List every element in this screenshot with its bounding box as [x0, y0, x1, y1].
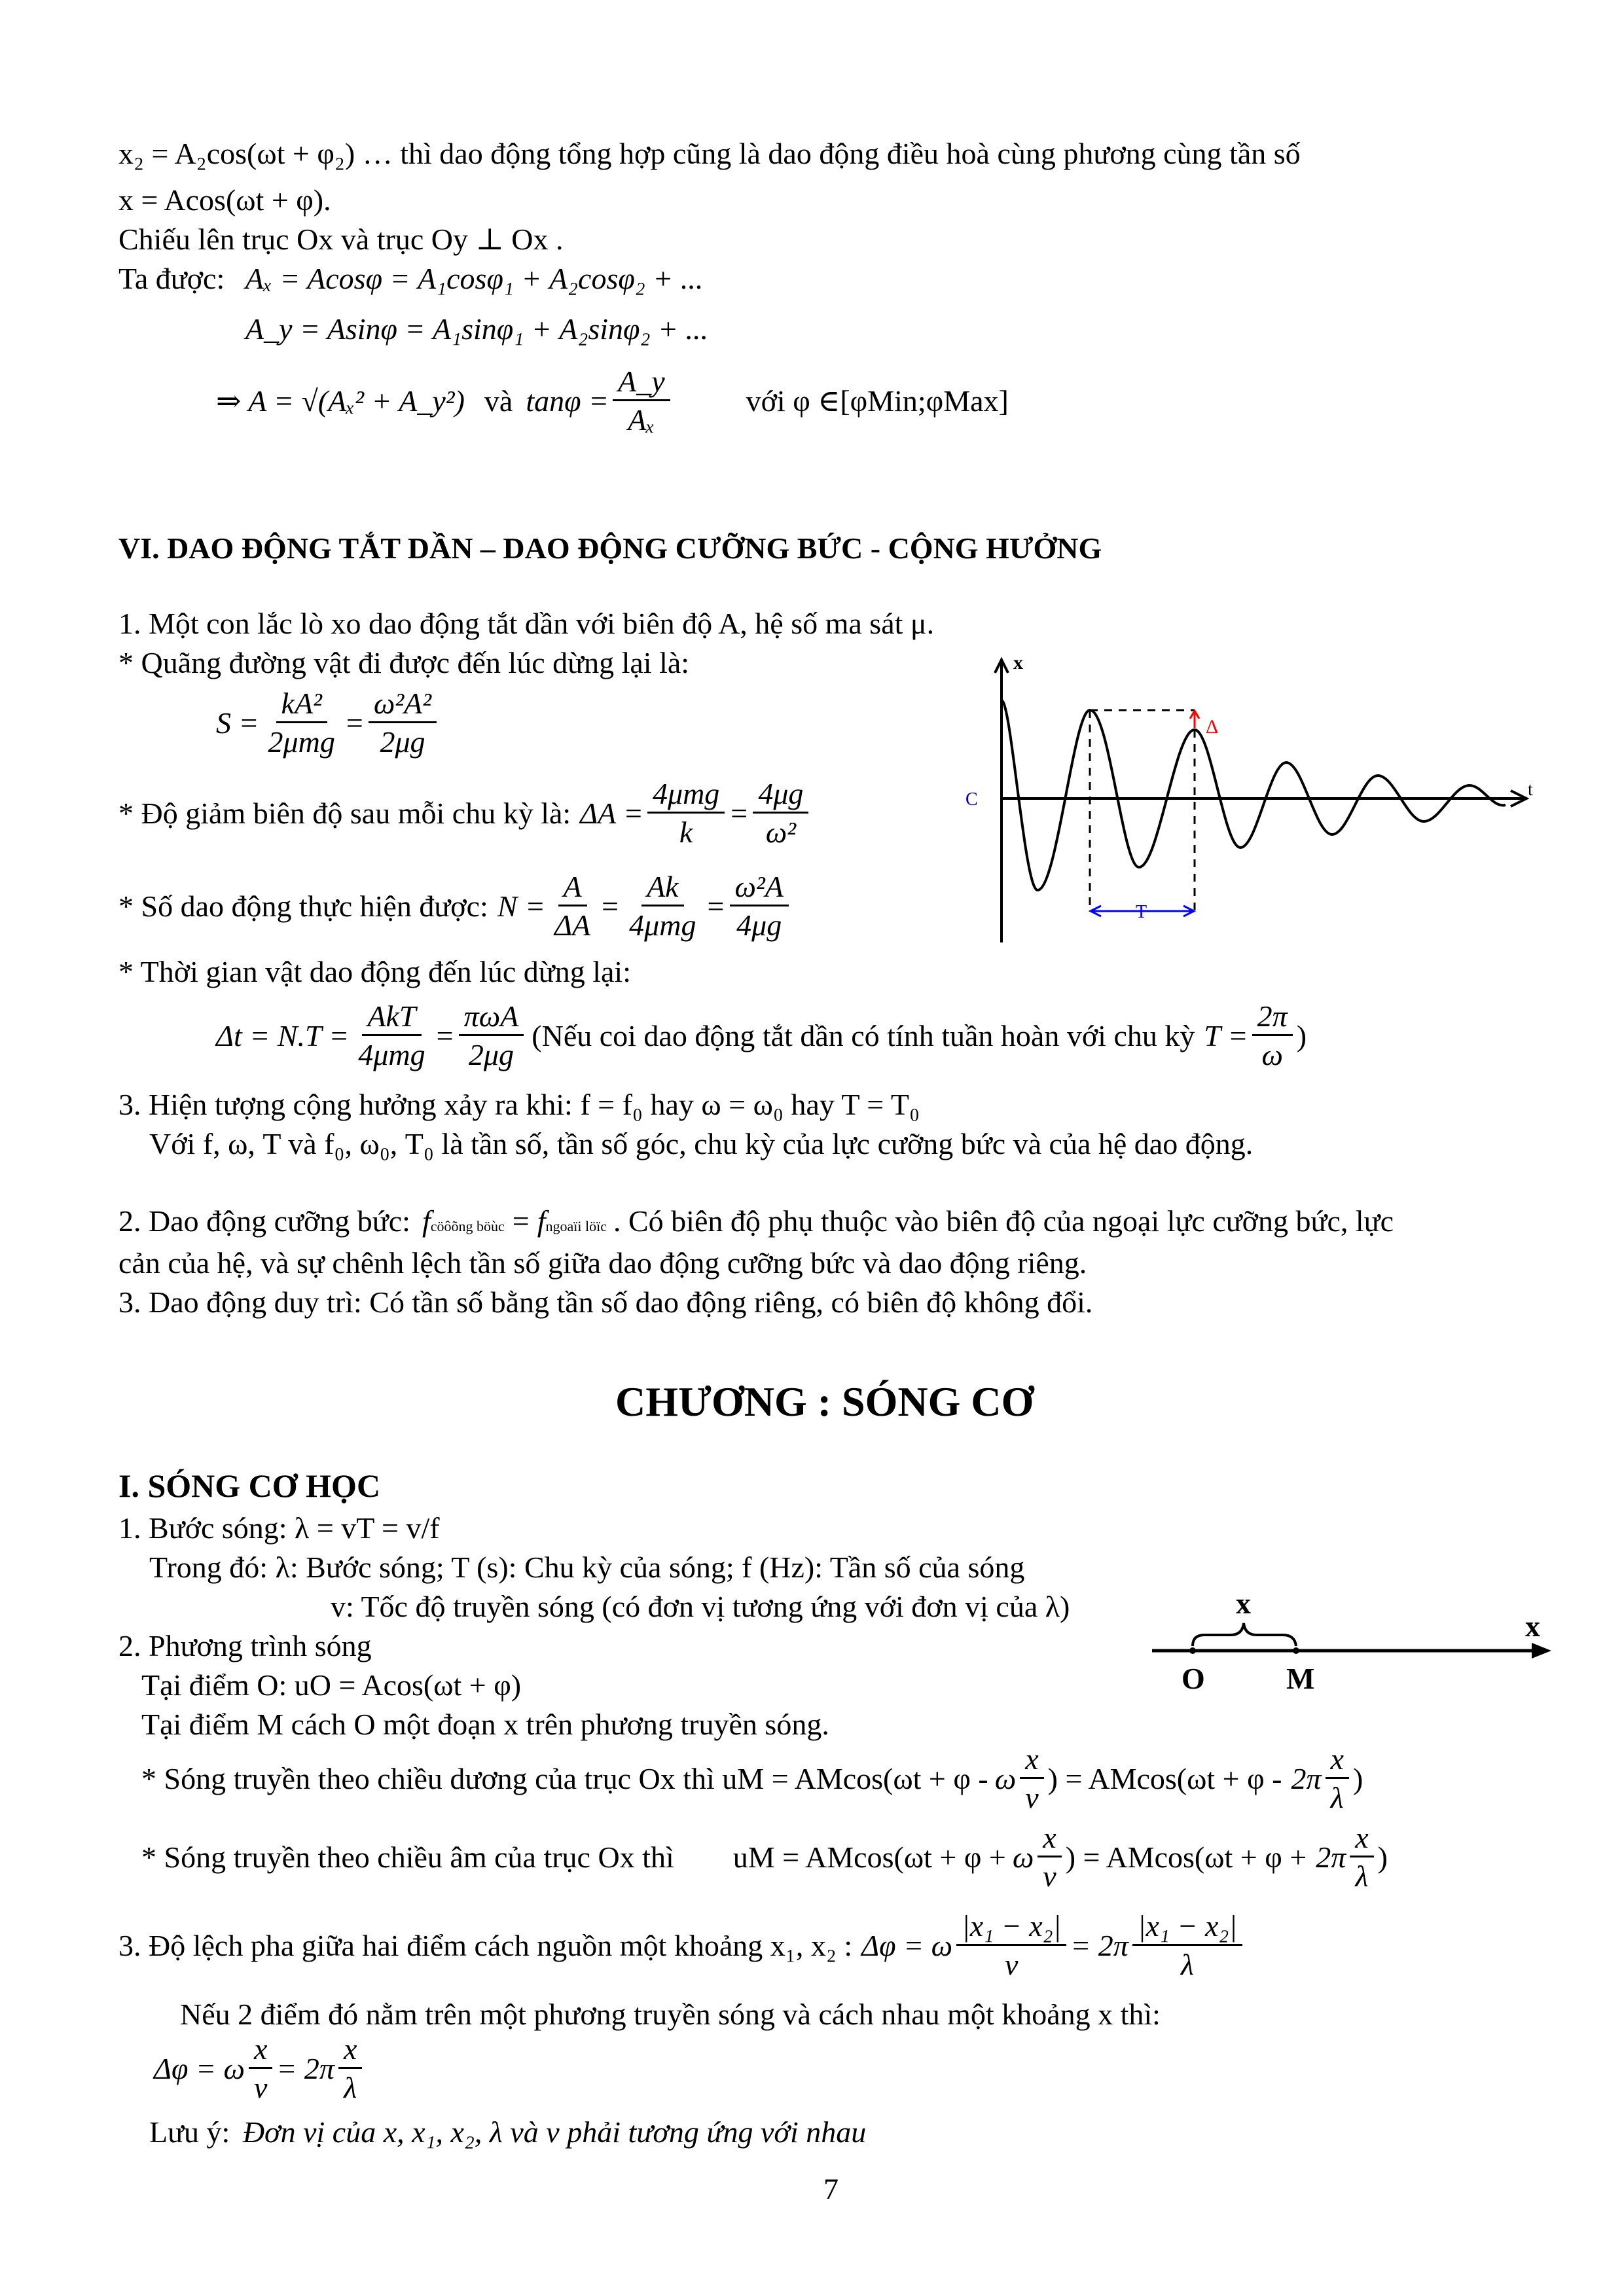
numerator: ω²A	[730, 872, 789, 906]
numerator: x	[338, 2034, 362, 2069]
paren: )	[1352, 1761, 1363, 1795]
point-label-o: O	[1182, 1662, 1205, 1695]
text-line: v: Tốc độ truyền sóng (có đơn vị tương ứng với đơn vị của λ)	[331, 1590, 1070, 1623]
note-line	[149, 2117, 866, 2147]
fraction	[956, 1911, 1066, 1980]
numerator: AkT	[362, 1001, 421, 1036]
formula-phase-difference-x	[154, 2034, 366, 2103]
wave-axis-diagram	[1152, 1584, 1558, 1702]
damped-curve	[1001, 700, 1506, 890]
denominator: 4μg	[736, 908, 782, 942]
distance-brace	[1193, 1623, 1296, 1646]
note-label: Lưu ý:	[149, 2115, 230, 2149]
formula-prefix: Δφ = ω	[154, 2051, 245, 2085]
denominator: ω²	[765, 816, 797, 849]
formula-stop-time	[216, 1001, 1307, 1070]
text: * Sóng truyền theo chiều âm của trục Ox thì	[141, 1840, 674, 1874]
numerator: |x₁ − x₂|	[1132, 1911, 1242, 1946]
text-line: Nếu 2 điểm đó nằm trên một phương truyền sóng và cách nhau một khoảng x thì:	[180, 1998, 1161, 2031]
equals: =	[434, 1018, 455, 1052]
formula-ay: A_y = Asinφ = A₁sinφ₁ + A₂sinφ₂ + ...	[245, 312, 709, 346]
text-line: 2. Phương trình sóng	[118, 1629, 372, 1662]
fraction	[263, 689, 340, 757]
fraction	[1326, 1744, 1349, 1813]
formula-prefix: T =	[1204, 1018, 1248, 1052]
formula-amplitude-decrease	[118, 779, 812, 848]
period-label: T	[1136, 902, 1147, 922]
subscript: ngoaïi löïc	[545, 1218, 607, 1234]
denominator: 2μg	[468, 1038, 514, 1071]
phi-range: với φ ∈[φMin;φMax]	[746, 384, 1009, 418]
numerator: A	[558, 872, 587, 906]
text: * Sóng truyền theo chiều dương của trục Ox thì uM = AMcos(ωt + φ -	[141, 1761, 988, 1795]
text-line: 3. Dao động duy trì: Có tần số bằng tần số dao động riêng, có biên độ không đổi.	[118, 1285, 1093, 1319]
symbol-f: f	[537, 1204, 546, 1238]
formula-positive-direction	[141, 1744, 1363, 1813]
text-line: x = Acos(ωt + φ).	[118, 183, 331, 217]
equals: =	[600, 889, 621, 923]
symbol: 2π	[1316, 1840, 1346, 1874]
formula-prefix: S =	[216, 706, 259, 740]
label: Ta được:	[118, 262, 225, 295]
numerator: x	[1020, 1744, 1043, 1779]
denominator: λ	[1355, 1859, 1369, 1893]
numerator: x	[249, 2034, 272, 2069]
text: = 2π	[276, 2051, 334, 2085]
subscript: cöôõng böùc	[430, 1218, 505, 1234]
fraction	[647, 779, 725, 848]
equals: =	[344, 706, 365, 740]
label: * Số dao động thực hiện được:	[118, 889, 488, 923]
text-line: Chiếu lên trục Ox và trục Oy ⊥ Ox .	[118, 223, 564, 256]
fraction	[249, 2034, 272, 2103]
denominator: Aₓ	[628, 403, 655, 437]
fraction	[459, 1001, 524, 1070]
denominator: 4μmg	[358, 1038, 425, 1071]
formula-amplitude	[216, 367, 1009, 435]
formula-prefix: ΔA =	[580, 796, 643, 830]
denominator: ΔA	[554, 908, 591, 942]
denominator: 2μmg	[268, 725, 335, 759]
point-label-m: M	[1286, 1662, 1315, 1695]
text-line: 3. Hiện tượng cộng hưởng xảy ra khi: f = f₀ hay ω = ω₀ hay T = T₀	[118, 1088, 920, 1121]
text-line: Tại điểm O: uO = Acos(ωt + φ)	[141, 1668, 522, 1702]
denominator: λ	[1330, 1781, 1344, 1814]
fraction	[1020, 1744, 1043, 1813]
numerator: ω²A²	[369, 689, 437, 723]
text-line: 1. Bước sóng: λ = vT = v/f	[118, 1511, 440, 1545]
label: 2. Dao động cưỡng bức:	[118, 1204, 410, 1238]
numerator: x	[1326, 1744, 1349, 1779]
equals: =	[705, 889, 726, 923]
fraction	[730, 872, 789, 941]
text: ) = AMcos(ωt + φ +	[1065, 1840, 1307, 1874]
symbol: ω	[1012, 1840, 1034, 1874]
axis-label-origin: C	[965, 789, 978, 810]
numerator: kA²	[276, 689, 327, 723]
text: uM = AMcos(ωt + φ +	[732, 1840, 1006, 1874]
label: * Độ giảm biên độ sau mỗi chu kỳ là:	[118, 796, 571, 830]
point-o	[1189, 1647, 1196, 1654]
formula-prefix: Δt = N.T =	[216, 1018, 350, 1052]
symbol-f: f	[422, 1204, 431, 1238]
note-text: Đơn vị của x, x₁, x₂, λ và v phải tương ứng với nhau	[242, 2115, 867, 2149]
axis-label-x: x	[1013, 652, 1023, 673]
symbol: 2π	[1291, 1761, 1322, 1795]
paren: )	[1377, 1840, 1388, 1874]
denominator: v	[1004, 1948, 1019, 1981]
numerator: Ak	[641, 872, 684, 906]
word-va: và	[484, 384, 513, 418]
text: ) = AMcos(ωt + φ -	[1047, 1761, 1282, 1795]
distance-label: x	[1236, 1587, 1251, 1620]
delta-label: Δ	[1206, 716, 1219, 738]
denominator: v	[253, 2071, 268, 2104]
damped-oscillation-graph	[949, 648, 1538, 949]
denominator: ω	[1261, 1038, 1283, 1071]
formula-ax: Aₓ = Acosφ = A₁cosφ₁ + A₂cosφ₂ + ...	[245, 262, 704, 295]
equals: =	[512, 1204, 530, 1238]
fraction	[353, 1001, 430, 1070]
fraction	[753, 779, 808, 848]
text-line: Tại điểm M cách O một đoạn x trên phương truyền sóng.	[141, 1708, 829, 1741]
text-line: 1. Một con lắc lò xo dao động tắt dần với biên độ A, hệ số ma sát μ.	[118, 607, 935, 640]
numerator: x	[1038, 1823, 1061, 1857]
denominator: 2μg	[380, 725, 425, 759]
denominator: v	[1043, 1859, 1056, 1893]
formula-distance	[216, 689, 441, 757]
formula-a: ⇒ A = √(Aₓ² + A_y²)	[216, 384, 465, 418]
note: (Nếu coi dao động tắt dần có tính tuần hoàn với chu kỳ	[532, 1018, 1195, 1052]
text-line: * Quãng đường vật đi được đến lúc dừng lại là:	[118, 646, 690, 679]
fraction	[549, 872, 596, 941]
fraction	[338, 2034, 362, 2103]
section-heading: VI. DAO ĐỘNG TẮT DẦN – DAO ĐỘNG CƯỠNG BỨC - CỘNG HƯỞNG	[118, 531, 1102, 565]
numerator: 2π	[1252, 1001, 1293, 1036]
fraction	[369, 689, 437, 757]
text-line: Trong đó: λ: Bước sóng; T (s): Chu kỳ của sóng; f (Hz): Tần số của sóng	[149, 1551, 1025, 1584]
axis-label-t: t	[1528, 780, 1533, 800]
arrow-right-icon	[1532, 1643, 1551, 1659]
numerator: |x₁ − x₂|	[956, 1911, 1066, 1946]
section-heading: I. SÓNG CƠ HỌC	[118, 1467, 381, 1504]
numerator: πωA	[459, 1001, 524, 1036]
axis-label: x	[1525, 1609, 1540, 1643]
numerator: 4μmg	[647, 779, 725, 814]
denominator: k	[679, 816, 693, 849]
page-number: 7	[823, 2172, 839, 2206]
tan-label: tanφ =	[526, 384, 609, 418]
denominator: λ	[1180, 1948, 1194, 1981]
numerator: x	[1350, 1823, 1373, 1857]
numerator: A_y	[613, 367, 670, 401]
tan-fraction	[613, 367, 670, 435]
symbol: ω	[994, 1761, 1017, 1795]
text-line: x₂ = A₂cos(ωt + φ₂) … thì dao động tổng hợp cũng là dao động điều hoà cùng phương cùng tần số	[118, 137, 1301, 170]
text: = 2π	[1070, 1928, 1128, 1962]
text-line	[118, 1206, 1394, 1236]
fraction	[1252, 1001, 1293, 1070]
formula-prefix: Δφ = ω	[861, 1928, 953, 1962]
formula-prefix: N =	[497, 889, 546, 923]
denominator: λ	[344, 2071, 357, 2104]
denominator: v	[1025, 1781, 1039, 1814]
formula-phase-difference	[118, 1911, 1246, 1980]
text-line: * Thời gian vật dao động đến lúc dừng lại:	[118, 955, 631, 988]
text-line: cản của hệ, và sự chênh lệch tần số giữa dao động cưỡng bức và dao động riêng.	[118, 1246, 1087, 1280]
text: 3. Độ lệch pha giữa hai điểm cách nguồn một khoảng x₁, x₂ :	[118, 1928, 853, 1962]
text-line	[118, 264, 703, 294]
text-line: Với f, ω, T và f₀, ω₀, T₀ là tần số, tần số góc, chu kỳ của lực cưỡng bức và của hệ dao động.	[149, 1127, 1254, 1160]
point-m	[1293, 1647, 1299, 1654]
fraction	[1132, 1911, 1242, 1980]
denominator: 4μmg	[629, 908, 696, 942]
fraction	[624, 872, 701, 941]
fraction	[1350, 1823, 1373, 1892]
chapter-title: CHƯƠNG : SÓNG CƠ	[615, 1378, 1034, 1425]
numerator: 4μg	[753, 779, 808, 814]
formula-oscillation-count	[118, 872, 793, 941]
formula-negative-direction	[141, 1823, 1388, 1892]
paren: )	[1296, 1018, 1307, 1052]
text: . Có biên độ phụ thuộc vào biên độ của ngoại lực cưỡng bức, lực	[613, 1204, 1394, 1238]
fraction	[1038, 1823, 1061, 1892]
equals: =	[729, 796, 749, 830]
